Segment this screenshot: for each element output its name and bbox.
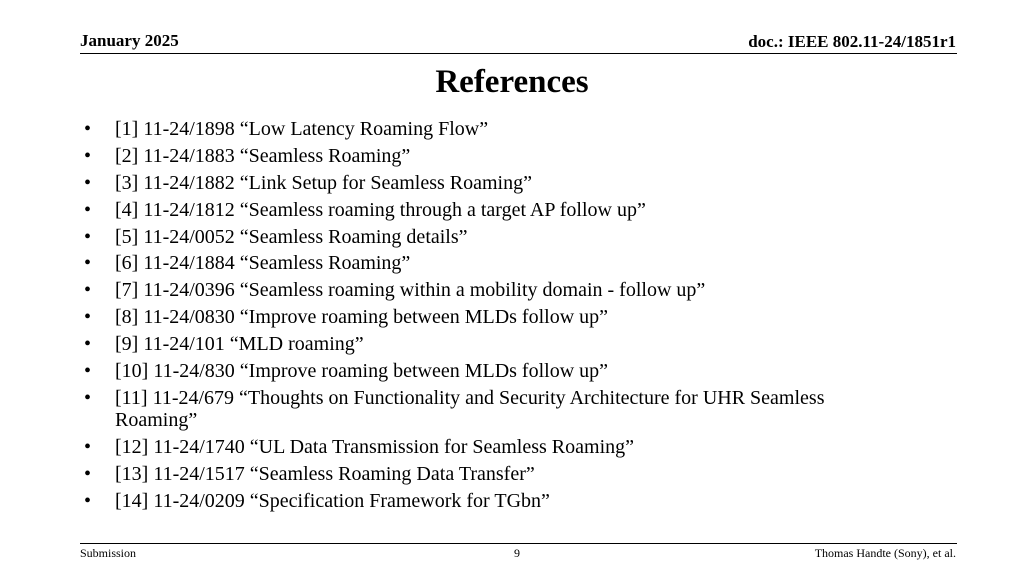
- slide-title: References: [435, 64, 589, 100]
- bullet-icon: •: [84, 333, 92, 356]
- reference-item: [84, 226, 884, 248]
- bullet-icon: •: [84, 435, 92, 458]
- bullet-icon: •: [84, 118, 92, 140]
- reference-item: [84, 490, 884, 512]
- footer-rule: [80, 543, 957, 544]
- bullet-icon: •: [84, 144, 92, 167]
- bullet-icon: •: [84, 360, 92, 383]
- bullet-icon: •: [84, 279, 92, 302]
- reference-item: [84, 463, 884, 485]
- reference-text: [14] 11-24/0209 “Specification Framework for TGbn”: [115, 489, 550, 512]
- bullet-icon: •: [84, 171, 92, 194]
- references-list: [84, 118, 884, 516]
- reference-text: [2] 11-24/1883 “Seamless Roaming”: [115, 144, 411, 167]
- bullet-icon: •: [84, 198, 92, 221]
- bullet-icon: •: [84, 252, 92, 275]
- reference-text: [3] 11-24/1882 “Link Setup for Seamless Roaming”: [115, 171, 532, 194]
- reference-item: [84, 387, 884, 431]
- bullet-icon: •: [84, 306, 92, 329]
- reference-text: [8] 11-24/0830 “Improve roaming between MLDs follow up”: [115, 306, 609, 329]
- reference-item: [84, 360, 884, 382]
- reference-item: [84, 118, 884, 140]
- reference-text: [6] 11-24/1884 “Seamless Roaming”: [115, 252, 411, 275]
- reference-text: [13] 11-24/1517 “Seamless Roaming Data Transfer”: [115, 462, 535, 485]
- bullet-icon: •: [84, 462, 92, 485]
- reference-item: [84, 333, 884, 355]
- header-doc-id: doc.: IEEE 802.11-24/1851r1: [748, 32, 956, 51]
- footer-submission: Submission: [80, 546, 137, 560]
- header-date: January 2025: [80, 31, 179, 50]
- bullet-icon: •: [84, 386, 92, 409]
- reference-item: [84, 199, 884, 221]
- reference-item: [84, 172, 884, 194]
- reference-text: [12] 11-24/1740 “UL Data Transmission for Seamless Roaming”: [115, 435, 635, 458]
- reference-text: [11] 11-24/679 “Thoughts on Functionality and Security Architecture for UHR Seamless Roaming”: [115, 386, 825, 431]
- footer-author: Thomas Handte (Sony), et al.: [814, 546, 956, 560]
- bullet-icon: •: [84, 225, 92, 248]
- bullet-icon: •: [84, 489, 92, 512]
- reference-text: [1] 11-24/1898 “Low Latency Roaming Flow”: [115, 118, 489, 140]
- reference-text: [5] 11-24/0052 “Seamless Roaming details”: [115, 225, 468, 248]
- reference-text: [4] 11-24/1812 “Seamless roaming through a target AP follow up”: [115, 198, 646, 221]
- page-number: 9: [514, 546, 520, 560]
- reference-text: [10] 11-24/830 “Improve roaming between MLDs follow up”: [115, 360, 609, 383]
- header-rule: [80, 53, 957, 54]
- reference-item: [84, 306, 884, 328]
- reference-item: [84, 145, 884, 167]
- reference-item: [84, 279, 884, 301]
- reference-text: [9] 11-24/101 “MLD roaming”: [115, 333, 364, 356]
- reference-item: [84, 252, 884, 274]
- reference-item: [84, 436, 884, 458]
- reference-text: [7] 11-24/0396 “Seamless roaming within a mobility domain - follow up”: [115, 279, 706, 302]
